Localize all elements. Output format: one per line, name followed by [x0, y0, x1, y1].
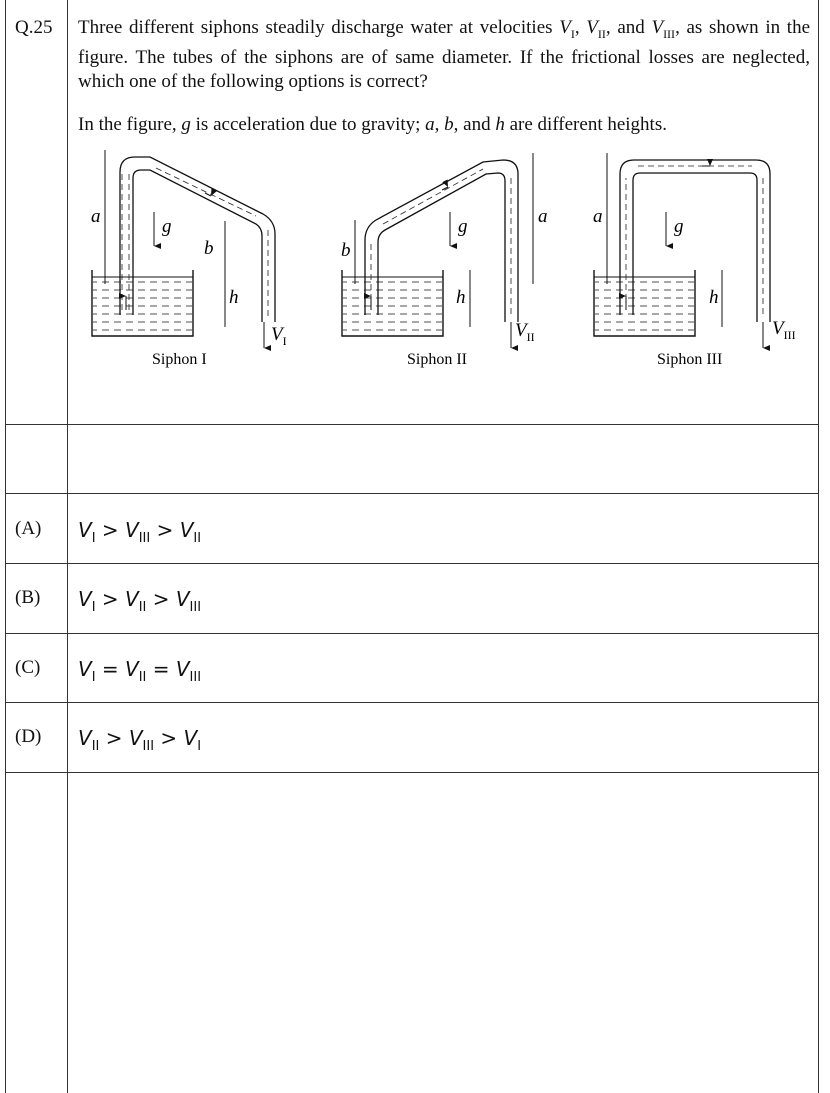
siphon-caption: Siphon I — [152, 351, 207, 368]
question-text-part: Three different siphons steadily discharge water at velocities — [78, 17, 560, 38]
velocity-subscript: II — [91, 739, 100, 754]
figure-note — [78, 113, 810, 137]
water-body — [93, 277, 192, 335]
note-text: is acceleration due to gravity; — [190, 114, 426, 135]
option-d-text[interactable]: $V_{II} > V_{III} > V_I$ — [78, 726, 202, 754]
siphon-2 — [341, 160, 548, 368]
velocity-subscript: I — [91, 600, 96, 615]
velocity-subscript: I — [282, 334, 287, 348]
velocity-subscript: I — [197, 739, 202, 754]
velocity-subscript: III — [663, 26, 676, 41]
operator: > — [150, 518, 180, 542]
velocity-symbol: V — [772, 318, 784, 339]
velocity-symbol: V — [651, 17, 664, 38]
label-h: h — [229, 287, 239, 308]
note-text: , — [434, 114, 445, 135]
option-b-label: (B) — [15, 587, 41, 608]
label-g: g — [674, 216, 684, 237]
label-b: b — [204, 238, 214, 259]
water-body — [343, 277, 442, 335]
row-divider — [5, 424, 819, 425]
water-in-tube — [383, 169, 483, 224]
operator: = — [146, 657, 176, 681]
velocity-subscript: I — [91, 531, 96, 546]
velocity-subscript: III — [189, 670, 202, 685]
label-h: h — [456, 287, 466, 308]
velocity-symbol: V — [586, 17, 598, 38]
velocity-subscript: III — [142, 739, 155, 754]
row-divider — [5, 493, 819, 494]
siphon-caption: Siphon III — [657, 351, 723, 368]
column-divider — [67, 0, 68, 1093]
option-c-label: (C) — [15, 657, 41, 678]
velocity-subscript: III — [783, 328, 796, 342]
velocity-subscript: II — [138, 600, 147, 615]
question-text-part: , and — [605, 17, 652, 38]
question-text-part: , as shown in the figure. The tubes of the siphons are of same diameter. If the frictional losses are neglected, which one of the following options is correct? — [78, 17, 811, 92]
label-a: a — [593, 206, 603, 227]
option-a-label: (A) — [15, 518, 42, 539]
operator: > — [95, 518, 126, 542]
flow-arrow — [205, 193, 211, 196]
siphon-figure — [78, 150, 808, 380]
label-a: a — [538, 206, 548, 227]
label-g: g — [162, 216, 172, 237]
note-symbol: h — [495, 114, 505, 135]
label-h: h — [709, 287, 719, 308]
option-b-text[interactable]: $V_I > V_{II} > V_{III}$ — [78, 587, 202, 615]
question-number: Q.25 — [15, 17, 53, 38]
operator: > — [154, 726, 184, 750]
siphon-caption: Siphon II — [407, 351, 467, 368]
velocity-subscript: II — [597, 26, 606, 41]
velocity-symbol: V — [559, 17, 571, 38]
note-symbol: b — [444, 114, 454, 135]
question-text — [78, 16, 810, 94]
siphon-3 — [593, 160, 796, 368]
velocity-subscript: I — [91, 670, 96, 685]
option-c-text[interactable]: $V_I = V_{II} = V_{III}$ — [78, 657, 202, 685]
velocity-subscript: II — [193, 531, 202, 546]
note-text: , and — [453, 114, 496, 135]
siphon-1 — [91, 157, 287, 368]
velocity-symbol: V — [271, 324, 283, 345]
label-a: a — [91, 206, 101, 227]
label-velocity — [772, 318, 796, 342]
note-symbol: g — [181, 114, 191, 135]
label-g: g — [458, 216, 468, 237]
velocity-symbol: V — [515, 320, 527, 341]
velocity-subscript: I — [570, 26, 575, 41]
velocity-subscript: II — [138, 670, 147, 685]
option-d-label: (D) — [15, 726, 42, 747]
note-text: are different heights. — [504, 114, 667, 135]
operator: > — [95, 587, 126, 611]
note-text: In the figure, — [78, 114, 182, 135]
water-in-tube — [156, 168, 256, 216]
velocity-subscript: III — [189, 600, 202, 615]
label-velocity — [271, 324, 287, 348]
velocity-subscript: II — [526, 330, 535, 344]
label-b: b — [341, 240, 351, 261]
velocity-subscript: III — [138, 531, 151, 546]
row-divider — [5, 702, 819, 703]
operator: > — [146, 587, 176, 611]
operator: = — [95, 657, 126, 681]
question-text-part: , — [574, 17, 587, 38]
note-symbol: a — [425, 114, 435, 135]
row-divider — [5, 633, 819, 634]
row-divider — [5, 772, 819, 773]
operator: > — [99, 726, 129, 750]
row-divider — [5, 563, 819, 564]
option-a-text[interactable]: $V_I > V_{III} > V_{II}$ — [78, 518, 202, 546]
water-body — [595, 277, 694, 335]
label-velocity — [515, 320, 535, 344]
